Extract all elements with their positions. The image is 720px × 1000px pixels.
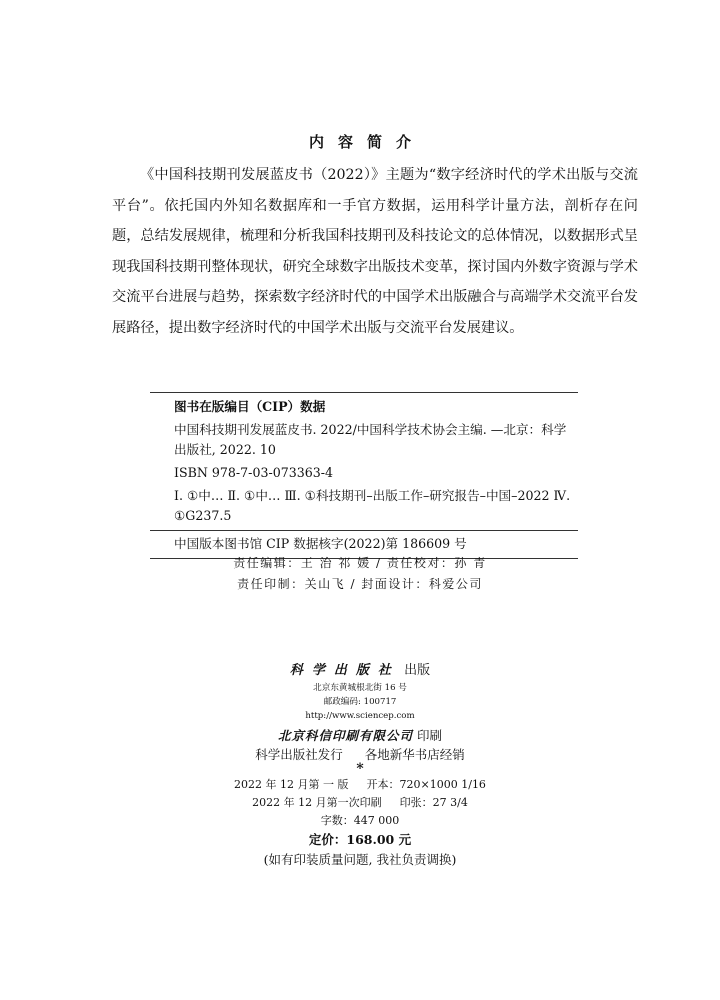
editors-line-2: 责任印制：关山飞 / 封面设计：科爱公司 <box>237 577 483 591</box>
summary-body: 《中国科技期刊发展蓝皮书（2022）》主题为“数字经济时代的学术出版与交流平台”。依托国内外知名数据库和一手官方数据，运用科学计量方法，剖析存在问题，总结发展规律，梳理和分析我国科技期刊及科技论文的总体情况，以数据形式呈现我国科技期刊整体现状，研究全球数字出版技术变革，探讨国内外数字资源与学术交流平台进展与趋势，探索数字经济时代的中国学术出版融合与高端学术交流平台发展路径，提出数字经济时代的中国学术出版与交流平台发展建议。 <box>112 167 638 336</box>
edition-row-2 <box>0 794 720 812</box>
cip-citation: 中国科技期刊发展蓝皮书. 2022/中国科学技术协会主编. —北京：科学出版社, 2022. 10 <box>174 422 567 457</box>
publisher-name-line <box>0 661 720 681</box>
edition-row-1 <box>0 776 720 794</box>
publisher-url: http://www.sciencep.com <box>305 711 415 721</box>
cip-record-number: 中国版本图书馆 CIP 数据核字(2022)第 186609 号 <box>150 530 578 554</box>
quality-notice: (如有印装质量问题, 我社负责调换) <box>263 852 457 867</box>
issuer: 科学出版社发行 <box>255 747 343 762</box>
cip-classification: Ⅰ. ①中… Ⅱ. ①中… Ⅲ. ①科技期刊–出版工作–研究报告–中国–2022 Ⅳ. ①G237.5 <box>174 488 571 523</box>
printer-suffix: 印刷 <box>416 728 442 743</box>
publisher-logo-text: 科学出版社 <box>289 663 400 678</box>
printer-logo-text: 北京科信印刷有限公司 <box>277 728 413 743</box>
word-count: 字数：447 000 <box>320 814 400 827</box>
price: 定价：168.00 元 <box>308 832 412 847</box>
cip-block <box>150 392 578 559</box>
first-edition: 2022 年 12 月第 一 版 <box>234 778 349 791</box>
publisher-name-suffix: 出版 <box>404 663 431 678</box>
publisher-block <box>0 661 720 777</box>
printer-line <box>0 726 720 746</box>
edition-block <box>0 776 720 850</box>
cip-isbn: ISBN 978-7-03-073363-4 <box>174 465 334 480</box>
editors-block <box>0 553 720 595</box>
print-sheets: 印张：27 3/4 <box>399 796 468 809</box>
book-format: 开本：720×1000 1/16 <box>366 778 486 791</box>
publisher-postcode: 邮政编码: 100717 <box>323 697 397 707</box>
first-print: 2022 年 12 月第一次印刷 <box>252 796 382 809</box>
publisher-address: 北京东黄城根北街 16 号 <box>313 683 407 693</box>
star-separator: * <box>356 761 364 777</box>
summary-title: 内容简介 <box>308 133 425 151</box>
editors-line-1: 责任编辑：王 治 祁 媛 / 责任校对：孙 青 <box>233 556 487 570</box>
distributor: 各地新华书店经销 <box>364 747 465 762</box>
cip-heading: 图书在版编目（CIP）数据 <box>174 399 326 414</box>
